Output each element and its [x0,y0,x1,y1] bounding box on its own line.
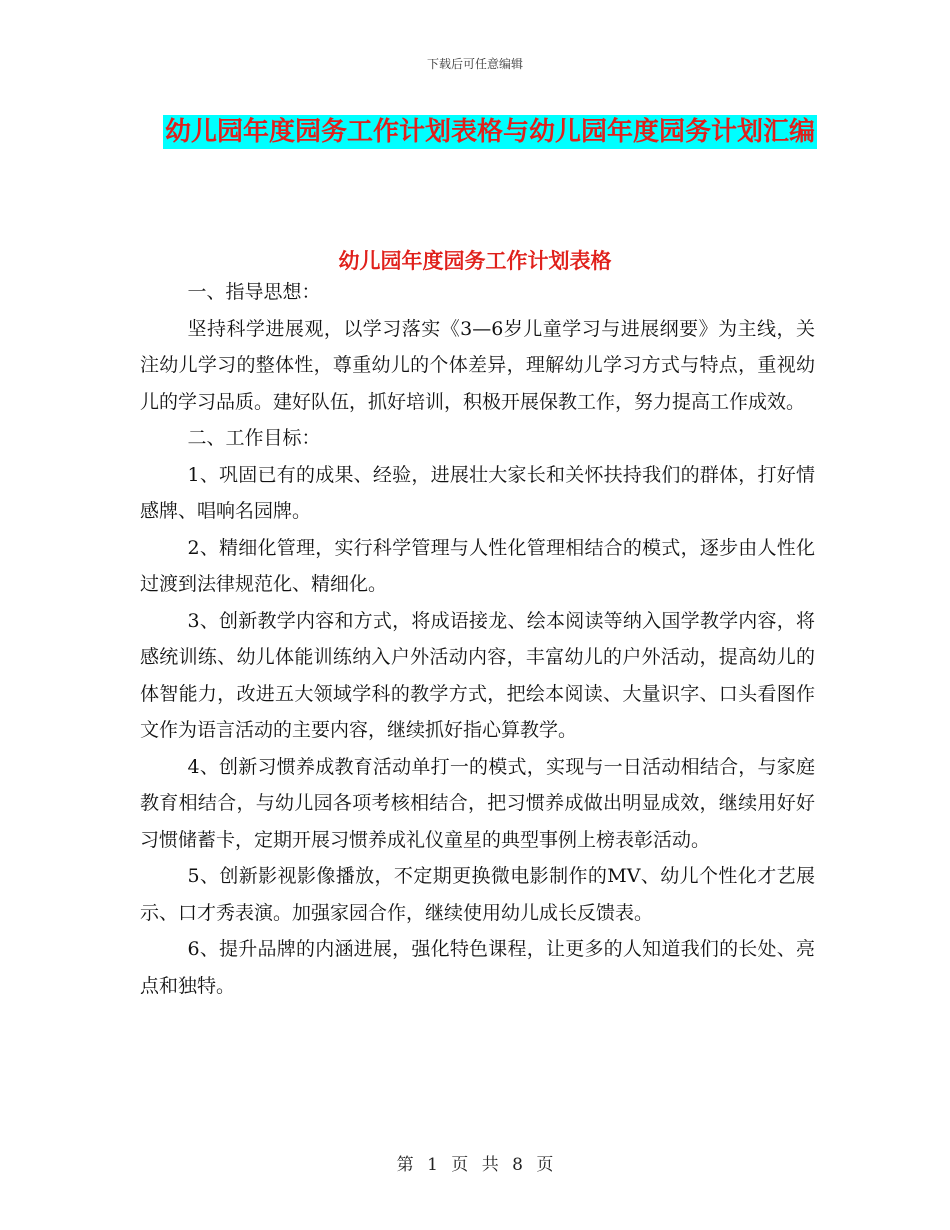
section-title: 幼儿园年度园务工作计划表格 [338,249,612,273]
goal-item-3: 3、创新教学内容和方式，将成语接龙、绘本阅读等纳入国学教学内容，将感统训练、幼儿体能训练纳入户外活动内容，丰富幼儿的户外活动，提高幼儿的体智能力，改进五大领域学科的教学方式，把绘本阅读、大量识字、口头看图作文作为语言活动的主要内容，继续抓好指心算教学。 [140,609,815,741]
goal-item-6: 6、提升品牌的内涵进展，强化特色课程，让更多的人知道我们的长处、亮点和独特。 [140,938,815,997]
goal-item-1: 1、巩固已有的成果、经验，进展壮大家长和关怀扶持我们的群体，打好情感牌、唱响名园牌。 [140,463,815,522]
goal-item-2: 2、精细化管理，实行科学管理与人性化管理相结合的模式，逐步由人性化过渡到法律规范化、精细化。 [140,536,815,595]
header-note: 下载后可任意编辑 [426,57,523,71]
document-body [140,274,815,1004]
goal-item-5: 5、创新影视影像播放，不定期更换微电影制作的MV、幼儿个性化才艺展示、口才秀表演。加强家园合作，继续使用幼儿成长反馈表。 [140,865,815,924]
heading-guiding-thought: 一、指导思想： [187,281,321,303]
heading-work-goals: 二、工作目标： [187,427,321,449]
document-title-text: 幼儿园年度园务工作计划表格与幼儿园年度园务计划汇编 [164,117,815,147]
page-number-footer: 第 1 页 共 8 页 [396,1155,554,1175]
document-title [140,108,840,156]
goal-item-4: 4、创新习惯养成教育活动单打一的模式，实现与一日活动相结合，与家庭教育相结合，与幼儿园各项考核相结合，把习惯养成做出明显成效，继续用好好习惯储蓄卡，定期开展习惯养成礼仪童星的典型事例上榜表彰活动。 [140,755,815,851]
paragraph-guiding-thought: 坚持科学进展观，以学习落实《3—6岁儿童学习与进展纲要》为主线，关注幼儿学习的整体性，尊重幼儿的个体差异，理解幼儿学习方式与特点，重视幼儿的学习品质。建好队伍，抓好培训，积极开展保教工作，努力提高工作成效。 [140,317,815,413]
